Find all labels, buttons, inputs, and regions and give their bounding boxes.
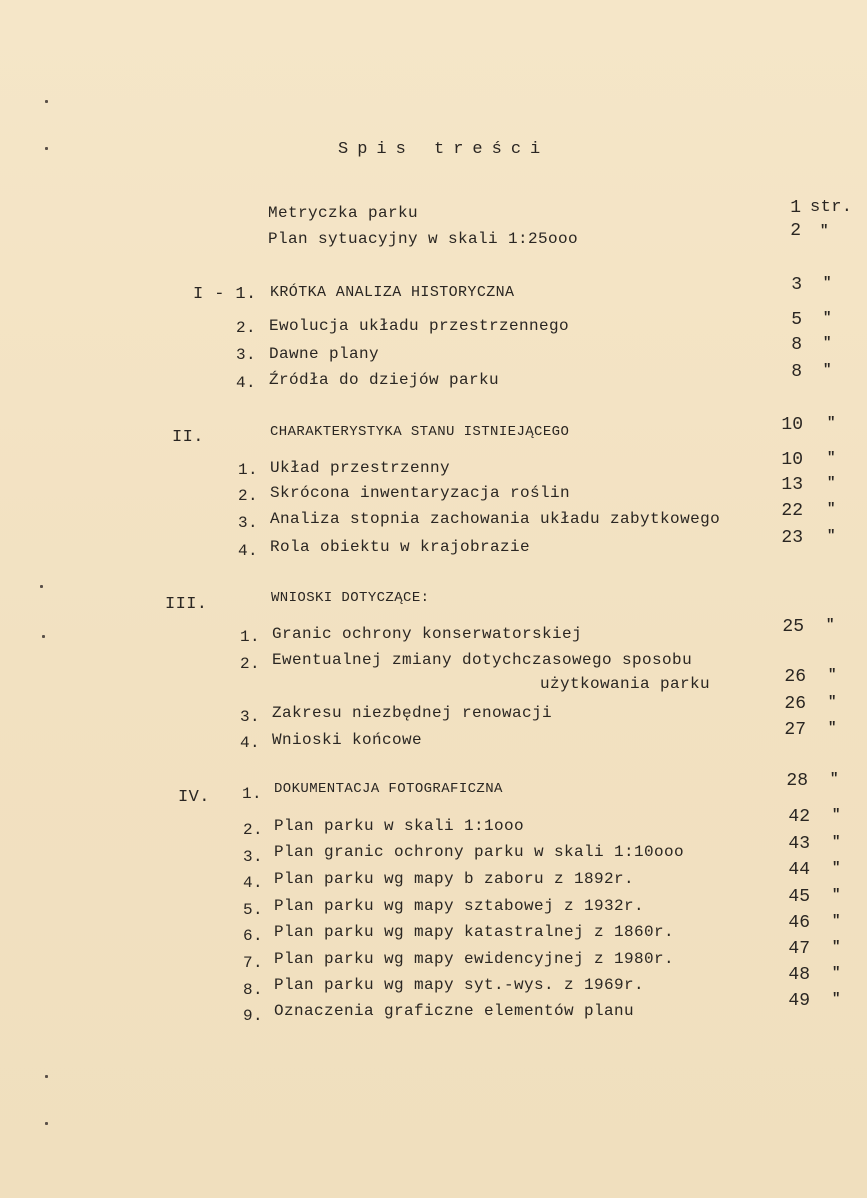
ditto-mark: "	[830, 771, 839, 787]
item-number: 3.	[238, 514, 259, 532]
toc-entry-text: Wnioski końcowe	[272, 731, 423, 749]
ditto-mark: "	[832, 860, 841, 876]
toc-page-number: 2	[790, 221, 801, 241]
toc-page-number: 49	[788, 991, 810, 1011]
section-numeral: II.	[172, 428, 204, 447]
ditto-mark: "	[832, 807, 841, 823]
toc-page-number: 8	[791, 335, 802, 355]
toc-page-number: 26	[784, 667, 806, 687]
ditto-mark: "	[823, 275, 832, 291]
item-number: 6.	[243, 927, 264, 945]
item-number: 3.	[240, 708, 261, 726]
toc-page-number: 25	[782, 617, 804, 637]
toc-entry-text: Ewentualnej zmiany dotychczasowego sposobu	[272, 651, 693, 669]
margin-mark	[45, 100, 48, 103]
toc-page-number: 22	[781, 501, 803, 521]
item-number: 4.	[240, 734, 261, 752]
toc-page-number: 23	[781, 528, 803, 548]
toc-page-number: 43	[788, 834, 810, 854]
toc-entry-text: Plan granic ochrony parku w skali 1:10ooo	[274, 843, 685, 861]
section-numeral: IV.	[178, 788, 210, 807]
toc-entry-text: Plan parku wg mapy b zaboru z 1892r.	[274, 870, 635, 888]
ditto-mark: "	[832, 834, 841, 850]
toc-entry-text: Metryczka parku	[268, 204, 419, 222]
ditto-mark: "	[828, 667, 837, 683]
item-number: 8.	[243, 981, 264, 999]
ditto-mark: "	[832, 991, 841, 1007]
toc-entry-text: Skrócona inwentaryzacja roślin	[270, 484, 571, 502]
toc-page-number: 13	[781, 475, 803, 495]
toc-page-number: 47	[788, 939, 810, 959]
toc-page-number: 10	[781, 415, 803, 435]
section-heading: WNIOSKI DOTYCZĄCE:	[271, 590, 430, 606]
toc-page-number: 28	[786, 771, 808, 791]
item-number: 7.	[243, 954, 264, 972]
item-number: 2.	[236, 319, 257, 337]
margin-mark	[40, 585, 43, 588]
ditto-mark: "	[823, 362, 832, 378]
ditto-mark: "	[827, 450, 836, 466]
toc-entry-text: Rola obiektu w krajobrazie	[270, 538, 531, 556]
ditto-mark: "	[828, 720, 837, 736]
ditto-mark: "	[832, 913, 841, 929]
ditto-mark: "	[832, 965, 841, 981]
toc-entry-text: Zakresu niezbędnej renowacji	[272, 704, 553, 722]
item-number: 1.	[240, 628, 261, 646]
toc-entry-text: Plan parku wg mapy syt.-wys. z 1969r.	[274, 976, 645, 994]
item-number: 2.	[240, 655, 261, 673]
item-number: 5.	[243, 901, 264, 919]
margin-mark	[42, 635, 45, 638]
item-number: 4.	[243, 874, 264, 892]
toc-page-number: 46	[788, 913, 810, 933]
ditto-mark: "	[827, 528, 836, 544]
margin-mark	[45, 1075, 48, 1078]
toc-entry-text: Plan parku wg mapy ewidencyjnej z 1980r.	[274, 950, 675, 968]
ditto-mark: "	[826, 617, 835, 633]
toc-page-number: 1	[790, 198, 801, 218]
toc-entry-text: Granic ochrony konserwatorskiej	[272, 625, 583, 643]
toc-page-number: 26	[784, 694, 806, 714]
ditto-mark: "	[828, 694, 837, 710]
item-number: 3.	[243, 848, 264, 866]
item-number: 4.	[236, 374, 257, 392]
toc-page-number: 10	[781, 450, 803, 470]
toc-entry-text: Analiza stopnia zachowania układu zabytkowego	[270, 510, 721, 528]
page-label: str.	[810, 198, 853, 217]
toc-entry-text: DOKUMENTACJA FOTOGRAFICZNA	[274, 781, 503, 797]
ditto-mark: "	[827, 501, 836, 517]
item-number: 3.	[236, 346, 257, 364]
item-number: 2.	[243, 821, 264, 839]
ditto-mark: "	[823, 310, 832, 326]
margin-mark	[45, 147, 48, 150]
toc-entry-text: Dawne plany	[269, 345, 380, 363]
section-heading: CHARAKTERYSTYKA STANU ISTNIEJĄCEGO	[270, 424, 570, 440]
margin-mark	[45, 1122, 48, 1125]
item-number: 4.	[238, 542, 259, 560]
toc-entry-continuation: użytkowania parku	[540, 675, 711, 693]
ditto-mark: "	[827, 415, 836, 431]
toc-entry-text: Plan parku wg mapy sztabowej z 1932r.	[274, 897, 645, 915]
ditto-mark: "	[832, 887, 841, 903]
toc-page-number: 45	[788, 887, 810, 907]
ditto-mark: "	[820, 223, 829, 239]
ditto-mark: "	[827, 475, 836, 491]
toc-page-number: 44	[788, 860, 810, 880]
item-number: 2.	[238, 487, 259, 505]
item-number: 9.	[243, 1007, 264, 1025]
section-numeral: I - 1.	[193, 285, 257, 304]
toc-entry-text: Plan parku w skali 1:1ooo	[274, 817, 525, 835]
toc-entry-text: Oznaczenia graficzne elementów planu	[274, 1002, 635, 1020]
toc-entry-text: Plan parku wg mapy katastralnej z 1860r.	[274, 923, 675, 941]
toc-page-number: 42	[788, 807, 810, 827]
toc-entry-text: KRÓTKA ANALIZA HISTORYCZNA	[270, 284, 515, 301]
toc-page-number: 48	[788, 965, 810, 985]
toc-page-number: 3	[791, 275, 802, 295]
section-numeral: III.	[165, 595, 208, 614]
item-number: 1.	[238, 461, 259, 479]
toc-page-number: 5	[791, 310, 802, 330]
toc-entry-text: Źródła do dziejów parku	[269, 371, 500, 389]
item-number: 1.	[242, 785, 263, 803]
toc-entry-text: Układ przestrzenny	[270, 459, 451, 477]
toc-entry-text: Plan sytuacyjny w skali 1:25ooo	[268, 230, 579, 248]
toc-page-number: 27	[784, 720, 806, 740]
ditto-mark: "	[832, 939, 841, 955]
toc-entry-text: Ewolucja układu przestrzennego	[269, 317, 570, 335]
ditto-mark: "	[823, 335, 832, 351]
page-title: Spis treści	[338, 140, 550, 159]
toc-page-number: 8	[791, 362, 802, 382]
